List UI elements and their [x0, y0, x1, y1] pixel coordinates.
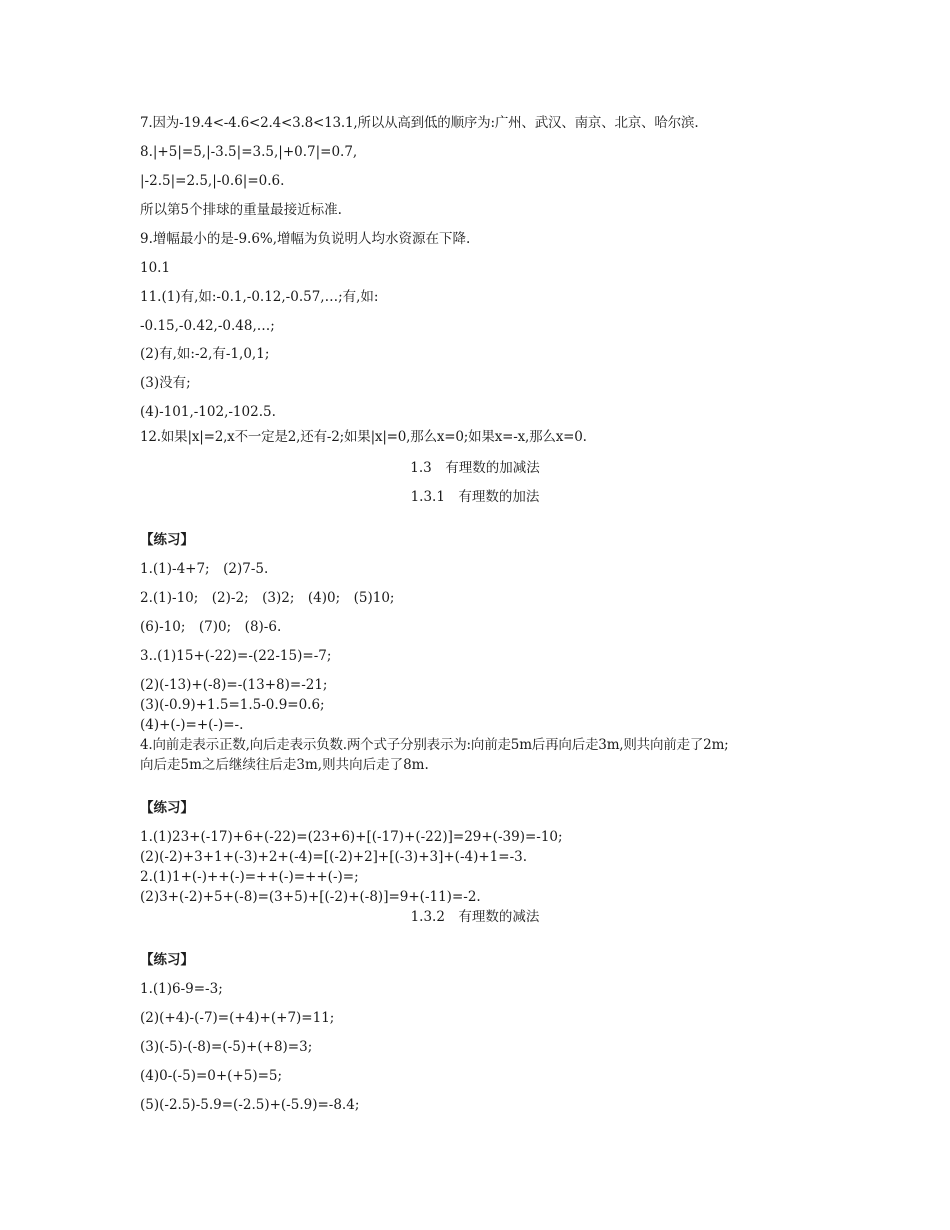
answer-7: 7.因为-19.4<-4.6<2.4<3.8<13.1,所以从高到低的顺序为:广州、武汉、南京、北京、哈尔滨.	[140, 115, 699, 131]
practice-3-q1-part-3: (3)(-5)-(-8)=(-5)+(+8)=3;	[140, 1039, 313, 1055]
section-heading-1-3-2: 1.3.2 有理数的减法	[410, 909, 540, 925]
practice-1-q3-part-1: 3..(1)15+(-22)=-(22-15)=-7;	[140, 648, 332, 664]
practice-3-q1-part-1: 1.(1)6-9=-3;	[140, 981, 223, 997]
answer-8-line-1: 8.|+5|=5,|-3.5|=3.5,|+0.7|=0.7,	[140, 144, 358, 160]
practice-1-q3-part-2: (2)(-13)+(-8)=-(13+8)=-21;	[140, 677, 328, 693]
practice-1-q4-line-1: 4.向前走表示正数,向后走表示负数.两个式子分别表示为:向前走5m后再向后走3m,则共向前走了2m;	[140, 737, 729, 753]
practice-1-q3-part-3: (3)(-0.9)+1.5=1.5-0.9=0.6;	[140, 697, 325, 713]
practice-2-q1-part-1: 1.(1)23+(-17)+6+(-22)=(23+6)+[(-17)+(-22)]=29+(-39)=-10;	[140, 829, 563, 845]
answer-12: 12.如果|x|=2,x不一定是2,还有-2;如果|x|=0,那么x=0;如果x=-x,那么x=0.	[140, 429, 587, 445]
practice-3-q1-part-4: (4)0-(-5)=0+(+5)=5;	[140, 1068, 283, 1084]
answer-11-part-4: (4)-101,-102,-102.5.	[140, 404, 276, 420]
practice-2-q2-part-1: 2.(1)1+(-)++(-)=++(-)=++(-)=;	[140, 869, 359, 885]
practice-2-q1-part-2: (2)(-2)+3+1+(-3)+2+(-4)=[(-2)+2]+[(-3)+3]+(-4)+1=-3.	[140, 849, 528, 865]
section-heading-1-3: 1.3 有理数的加减法	[410, 460, 540, 476]
answer-11-line-2: -0.15,-0.42,-0.48,…;	[140, 318, 275, 334]
practice-1-q1: 1.(1)-4+7; (2)7-5.	[140, 561, 269, 577]
answer-8-conclusion: 所以第5个排球的重量最接近标准.	[140, 202, 342, 218]
practice-2-q2-part-2: (2)3+(-2)+5+(-8)=(3+5)+[(-2)+(-8)]=9+(-11)=-2.	[140, 889, 481, 905]
practice-heading-1: 【练习】	[140, 532, 194, 548]
practice-heading-3: 【练习】	[140, 952, 194, 968]
answer-8-line-2: |-2.5|=2.5,|-0.6|=0.6.	[140, 173, 285, 189]
practice-3-q1-part-5: (5)(-2.5)-5.9=(-2.5)+(-5.9)=-8.4;	[140, 1097, 360, 1113]
answer-11-part-2: (2)有,如:-2,有-1,0,1;	[140, 346, 270, 362]
answer-10: 10.1	[140, 260, 171, 276]
answer-11-part-3: (3)没有;	[140, 375, 191, 391]
practice-1-q2-line-1: 2.(1)-10; (2)-2; (3)2; (4)0; (5)10;	[140, 590, 395, 606]
section-heading-1-3-1: 1.3.1 有理数的加法	[410, 489, 540, 505]
practice-3-q1-part-2: (2)(+4)-(-7)=(+4)+(+7)=11;	[140, 1010, 335, 1026]
practice-1-q3-part-4: (4)+(-)=+(-)=-.	[140, 717, 244, 733]
answer-11-line-1: 11.(1)有,如:-0.1,-0.12,-0.57,…;有,如:	[140, 289, 379, 305]
practice-1-q4-line-2: 向后走5m之后继续往后走3m,则共向后走了8m.	[140, 757, 429, 773]
answer-9: 9.增幅最小的是-9.6%,增幅为负说明人均水资源在下降.	[140, 231, 471, 247]
practice-1-q2-line-2: (6)-10; (7)0; (8)-6.	[140, 619, 282, 635]
practice-heading-2: 【练习】	[140, 800, 194, 816]
